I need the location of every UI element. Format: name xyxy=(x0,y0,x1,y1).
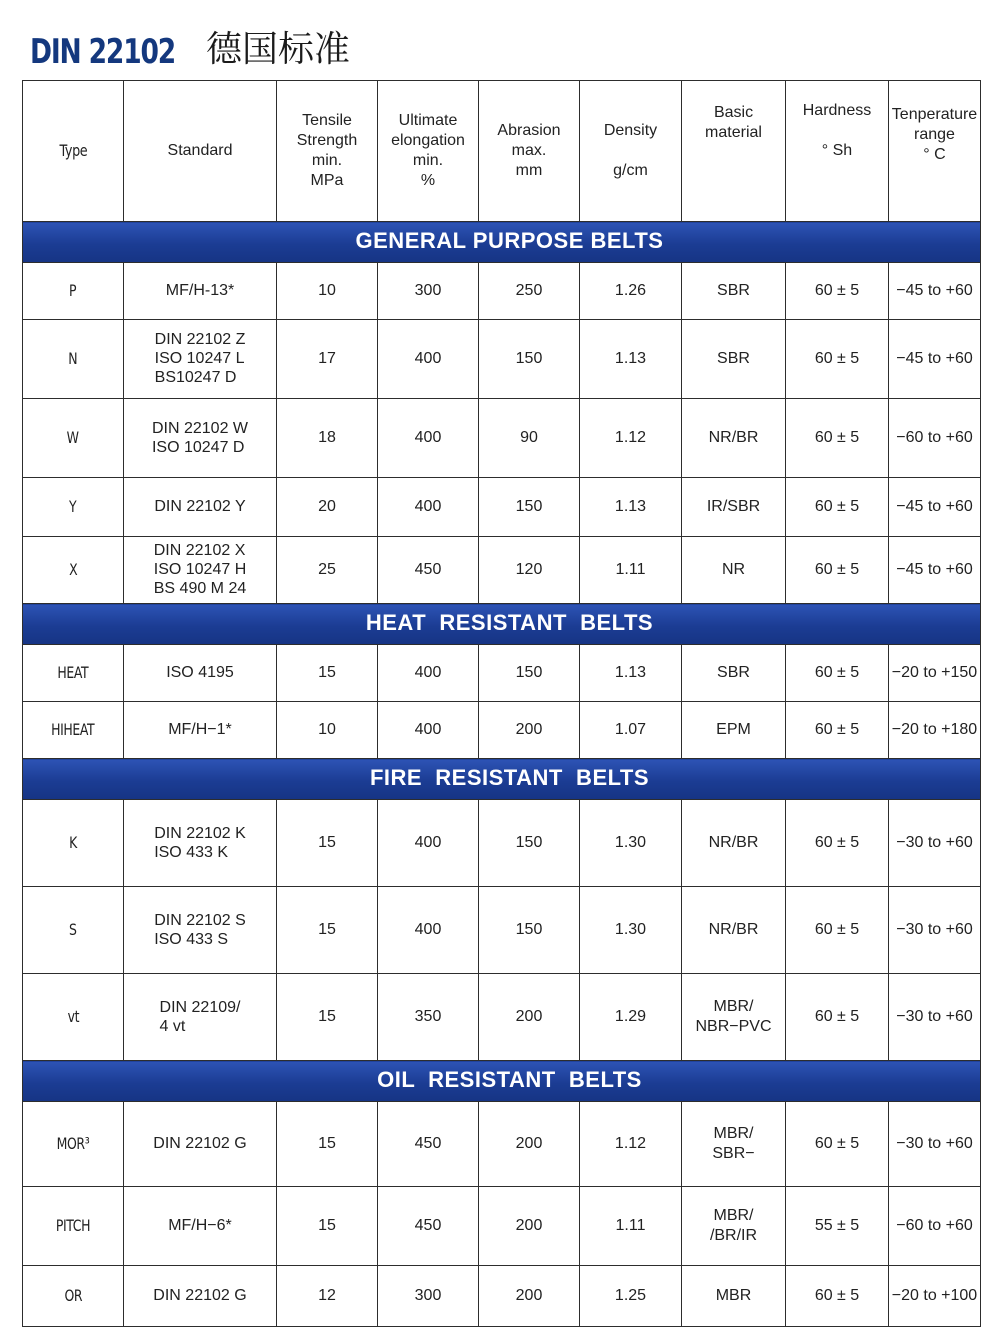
elongation-cell: 450 xyxy=(378,1187,479,1266)
type-cell: HIHEAT xyxy=(23,702,124,759)
header-standard: Standard xyxy=(124,81,277,222)
hardness-cell: 60 ± 5 xyxy=(786,702,889,759)
temperature-cell: −60 to +60 xyxy=(889,1187,981,1266)
elongation-cell: 350 xyxy=(378,974,479,1061)
abrasion-cell: 200 xyxy=(479,974,580,1061)
density-cell: 1.11 xyxy=(580,1187,682,1266)
hardness-cell: 60 ± 5 xyxy=(786,478,889,537)
section-heat-resistant xyxy=(23,604,981,645)
abrasion-cell: 200 xyxy=(479,1187,580,1266)
abrasion-cell: 150 xyxy=(479,800,580,887)
hardness-cell: 60 ± 5 xyxy=(786,263,889,320)
temperature-cell: −45 to +60 xyxy=(889,320,981,399)
temperature-cell: −45 to +60 xyxy=(889,263,981,320)
density-cell: 1.29 xyxy=(580,974,682,1061)
type-cell: S xyxy=(23,887,124,974)
elongation-cell: 450 xyxy=(378,1102,479,1187)
page-title xyxy=(30,22,350,72)
density-cell: 1.30 xyxy=(580,800,682,887)
type-cell: P xyxy=(23,263,124,320)
standard-cell: ISO 4195 xyxy=(124,645,277,702)
tensile-cell: 17 xyxy=(277,320,378,399)
hardness-cell: 55 ± 5 xyxy=(786,1187,889,1266)
table-row xyxy=(23,800,981,887)
elongation-cell: 300 xyxy=(378,1266,479,1327)
table-row xyxy=(23,320,981,399)
material-cell: EPM xyxy=(682,702,786,759)
standard-cell: MF/H−6* xyxy=(124,1187,277,1266)
type-cell: X xyxy=(23,537,124,604)
section-label: FIRE RESISTANT BELTS xyxy=(369,764,650,790)
standard-cell: DIN 22102 G xyxy=(124,1102,277,1187)
type-cell: HEAT xyxy=(23,645,124,702)
header-abrasion: Abrasion max. mm xyxy=(479,81,580,222)
standard-cell: DIN 22109/ 4 vt xyxy=(124,974,277,1061)
type-cell: N xyxy=(23,320,124,399)
tensile-cell: 15 xyxy=(277,1102,378,1187)
tensile-cell: 20 xyxy=(277,478,378,537)
density-cell: 1.13 xyxy=(580,645,682,702)
type-cell: MOR³ xyxy=(23,1102,124,1187)
tensile-cell: 15 xyxy=(277,887,378,974)
material-cell: NR xyxy=(682,537,786,604)
material-cell: SBR xyxy=(682,320,786,399)
density-cell: 1.13 xyxy=(580,478,682,537)
table-row xyxy=(23,478,981,537)
header-row xyxy=(23,81,981,222)
tensile-cell: 15 xyxy=(277,974,378,1061)
density-cell: 1.07 xyxy=(580,702,682,759)
hardness-cell: 60 ± 5 xyxy=(786,399,889,478)
density-cell: 1.11 xyxy=(580,537,682,604)
temperature-cell: −20 to +100 xyxy=(889,1266,981,1327)
table-row xyxy=(23,702,981,759)
table-row xyxy=(23,887,981,974)
density-cell: 1.25 xyxy=(580,1266,682,1327)
table-row xyxy=(23,1266,981,1327)
material-cell: NR/BR xyxy=(682,887,786,974)
temperature-cell: −30 to +60 xyxy=(889,887,981,974)
table-row xyxy=(23,537,981,604)
tensile-cell: 10 xyxy=(277,263,378,320)
hardness-cell: 60 ± 5 xyxy=(786,1102,889,1187)
temperature-cell: −45 to +60 xyxy=(889,537,981,604)
standard-cell: DIN 22102 S ISO 433 S xyxy=(124,887,277,974)
hardness-cell: 60 ± 5 xyxy=(786,800,889,887)
type-cell: OR xyxy=(23,1266,124,1327)
standard-cell: DIN 22102 W ISO 10247 D xyxy=(124,399,277,478)
hardness-cell: 60 ± 5 xyxy=(786,1266,889,1327)
section-label: HEAT RESISTANT BELTS xyxy=(365,609,654,635)
material-cell: SBR xyxy=(682,645,786,702)
standard-cell: DIN 22102 G xyxy=(124,1266,277,1327)
elongation-cell: 400 xyxy=(378,702,479,759)
table-row xyxy=(23,974,981,1061)
header-material: Basic material xyxy=(682,81,786,222)
type-cell: PITCH xyxy=(23,1187,124,1266)
belt-spec-table xyxy=(22,80,981,1327)
table-row xyxy=(23,1102,981,1187)
section-general-purpose xyxy=(23,222,981,263)
density-cell: 1.12 xyxy=(580,1102,682,1187)
material-cell: MBR/ NBR−PVC xyxy=(682,974,786,1061)
temperature-cell: −30 to +60 xyxy=(889,974,981,1061)
title-code: DIN 22102 xyxy=(30,32,176,72)
elongation-cell: 400 xyxy=(378,399,479,478)
table-row xyxy=(23,1187,981,1266)
material-cell: MBR/ /BR/IR xyxy=(682,1187,786,1266)
temperature-cell: −20 to +180 xyxy=(889,702,981,759)
table-row xyxy=(23,399,981,478)
elongation-cell: 400 xyxy=(378,645,479,702)
density-cell: 1.12 xyxy=(580,399,682,478)
abrasion-cell: 150 xyxy=(479,645,580,702)
title-chinese: 德国标准 xyxy=(205,29,350,70)
tensile-cell: 15 xyxy=(277,1187,378,1266)
tensile-cell: 10 xyxy=(277,702,378,759)
material-cell: NR/BR xyxy=(682,800,786,887)
material-cell: SBR xyxy=(682,263,786,320)
tensile-cell: 25 xyxy=(277,537,378,604)
tensile-cell: 15 xyxy=(277,800,378,887)
table-body xyxy=(23,222,981,1327)
hardness-cell: 60 ± 5 xyxy=(786,887,889,974)
density-cell: 1.26 xyxy=(580,263,682,320)
abrasion-cell: 200 xyxy=(479,1102,580,1187)
abrasion-cell: 200 xyxy=(479,702,580,759)
standard-cell: DIN 22102 Y xyxy=(124,478,277,537)
temperature-cell: −20 to +150 xyxy=(889,645,981,702)
section-oil-resistant xyxy=(23,1061,981,1102)
abrasion-cell: 250 xyxy=(479,263,580,320)
elongation-cell: 300 xyxy=(378,263,479,320)
elongation-cell: 450 xyxy=(378,537,479,604)
tensile-cell: 15 xyxy=(277,645,378,702)
hardness-cell: 60 ± 5 xyxy=(786,537,889,604)
header-hardness: Hardness ° Sh xyxy=(786,81,889,222)
material-cell: NR/BR xyxy=(682,399,786,478)
abrasion-cell: 150 xyxy=(479,320,580,399)
standard-cell: MF/H-13* xyxy=(124,263,277,320)
elongation-cell: 400 xyxy=(378,800,479,887)
elongation-cell: 400 xyxy=(378,478,479,537)
temperature-cell: −30 to +60 xyxy=(889,1102,981,1187)
tensile-cell: 12 xyxy=(277,1266,378,1327)
abrasion-cell: 120 xyxy=(479,537,580,604)
header-elongation: Ultimate elongation min. % xyxy=(378,81,479,222)
standard-cell: DIN 22102 X ISO 10247 H BS 490 M 24 xyxy=(124,537,277,604)
table-row xyxy=(23,645,981,702)
material-cell: MBR/ SBR− xyxy=(682,1102,786,1187)
tensile-cell: 18 xyxy=(277,399,378,478)
temperature-cell: −45 to +60 xyxy=(889,478,981,537)
type-cell: Y xyxy=(23,478,124,537)
abrasion-cell: 200 xyxy=(479,1266,580,1327)
density-cell: 1.30 xyxy=(580,887,682,974)
section-fire-resistant xyxy=(23,759,981,800)
standard-cell: MF/H−1* xyxy=(124,702,277,759)
abrasion-cell: 150 xyxy=(479,478,580,537)
table-row xyxy=(23,263,981,320)
material-cell: MBR xyxy=(682,1266,786,1327)
abrasion-cell: 90 xyxy=(479,399,580,478)
header-density: Density g/cm xyxy=(580,81,682,222)
type-cell: vt xyxy=(23,974,124,1061)
standard-cell: DIN 22102 Z ISO 10247 L BS10247 D xyxy=(124,320,277,399)
standard-cell: DIN 22102 K ISO 433 K xyxy=(124,800,277,887)
density-cell: 1.13 xyxy=(580,320,682,399)
temperature-cell: −30 to +60 xyxy=(889,800,981,887)
elongation-cell: 400 xyxy=(378,320,479,399)
header-tensile: Tensile Strength min. MPa xyxy=(277,81,378,222)
section-label: OIL RESISTANT BELTS xyxy=(377,1066,642,1092)
header-temperature: Tenperature range ° C xyxy=(889,81,981,222)
hardness-cell: 60 ± 5 xyxy=(786,320,889,399)
section-label: GENERAL PURPOSE BELTS xyxy=(355,227,664,253)
abrasion-cell: 150 xyxy=(479,887,580,974)
type-cell: K xyxy=(23,800,124,887)
type-cell: W xyxy=(23,399,124,478)
material-cell: IR/SBR xyxy=(682,478,786,537)
header-type: Type xyxy=(23,81,124,222)
hardness-cell: 60 ± 5 xyxy=(786,645,889,702)
temperature-cell: −60 to +60 xyxy=(889,399,981,478)
elongation-cell: 400 xyxy=(378,887,479,974)
hardness-cell: 60 ± 5 xyxy=(786,974,889,1061)
